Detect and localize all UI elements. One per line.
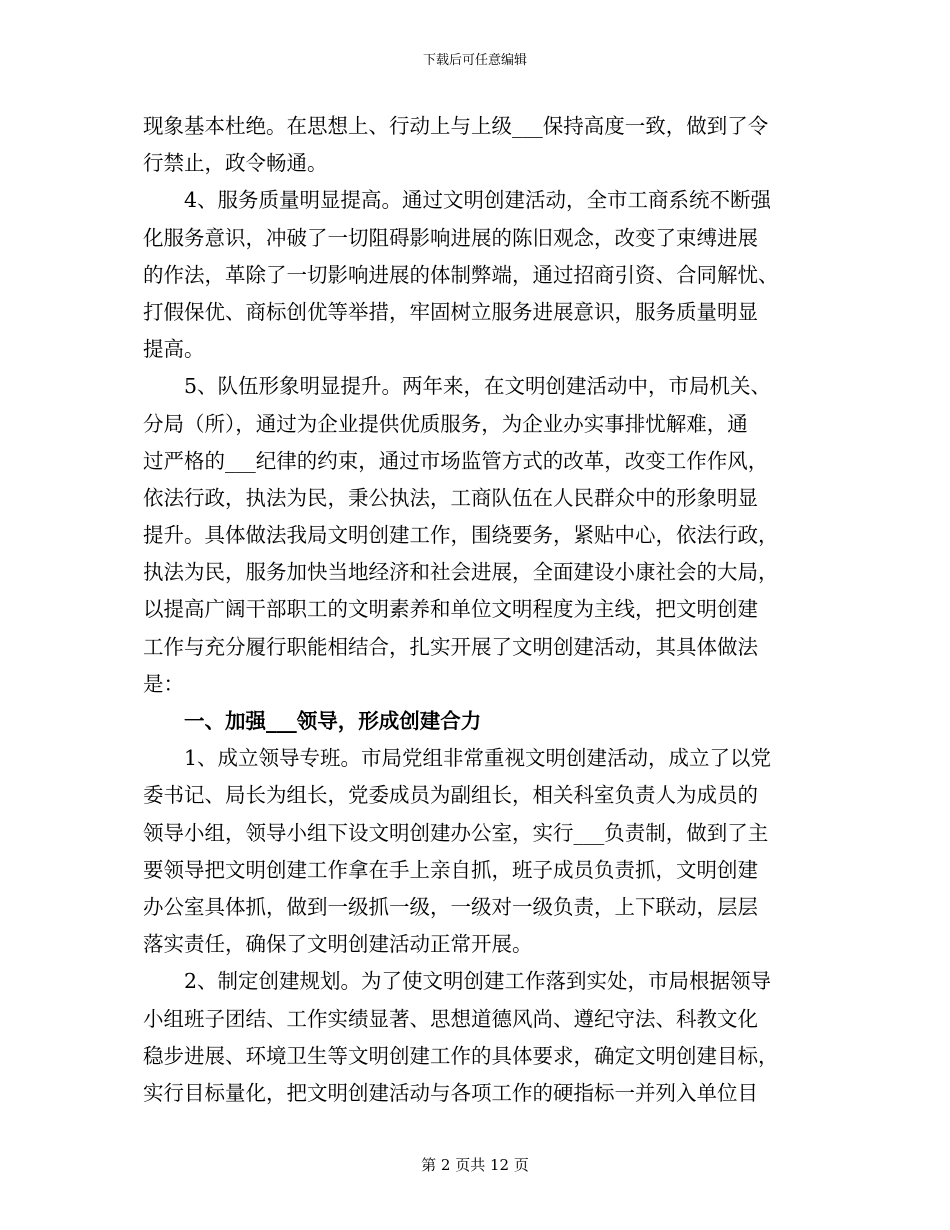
text-line: 实行目标量化，把文明创建活动与各项工作的硬指标一并列入单位目 (143, 1080, 758, 1105)
document-body (143, 108, 813, 1112)
paragraph-start-line: 2、制定创建规划。为了使文明创建工作落到实处，市局根据领导 (184, 969, 772, 994)
text-line: 委书记、局长为组长，党委成员为副组长，相关科室负责人为成员的 (143, 783, 758, 808)
text-line: 领导小组，领导小组下设文明创建办公室，实行___负责制，做到了主 (143, 820, 769, 845)
text-line: 的作法，革除了一切影响进展的体制弊端，通过招商引资、合同解忧、 (143, 262, 779, 287)
paragraph-start-line: 1、成立领导专班。市局党组非常重视文明创建活动，成立了以党 (184, 746, 772, 771)
text-line: 行禁止，政令畅通。 (143, 151, 328, 176)
page-number-footer: 第 2 页共 12 页 (421, 1156, 529, 1174)
section-heading: 一、加强___领导，形成创建合力 (184, 709, 482, 733)
text-line: 化服务意识，冲破了一切阻碍影响进展的陈旧观念，改变了束缚进展 (143, 225, 758, 250)
paragraph-start-line: 5、队伍形象明显提升。两年来，在文明创建活动中，市局机关、 (184, 374, 772, 399)
text-line: 以提高广阔干部职工的文明素养和单位文明程度为主线，把文明创建 (143, 597, 758, 622)
text-line: 执法为民，服务加快当地经济和社会进展，全面建设小康社会的大局， (143, 560, 779, 585)
page-header-note: 下载后可任意编辑 (422, 53, 527, 68)
paragraph-start-line: 4、服务质量明显提高。通过文明创建活动，全市工商系统不断强 (184, 188, 772, 213)
text-line: 现象基本杜绝。在思想上、行动上与上级___保持高度一致，做到了令 (143, 114, 769, 138)
text-line: 依法行政，执法为民，秉公执法，工商队伍在人民群众中的形象明显 (143, 485, 758, 510)
text-line: 过严格的___纪律的约束，通过市场监管方式的改革，改变工作作风， (143, 448, 769, 473)
text-line: 提高。 (143, 337, 205, 362)
text-line: 办公室具体抓，做到一级抓一级，一级对一级负责，上下联动，层层 (143, 894, 758, 919)
text-line: 提升。具体做法我局文明创建工作，围绕要务，紧贴中心，依法行政， (143, 523, 779, 548)
text-line: 落实责任，确保了文明创建活动正常开展。 (143, 932, 533, 957)
text-line: 是： (143, 671, 184, 696)
text-line: 小组班子团结、工作实绩显著、思想道德风尚、遵纪守法、科教文化 (143, 1006, 758, 1031)
text-line: 工作与充分履行职能相结合，扎实开展了文明创建活动，其具体做法 (143, 634, 758, 659)
text-line: 稳步进展、环境卫生等文明创建工作的具体要求，确定文明创建目标， (143, 1043, 779, 1068)
text-line: 分局（所），通过为企业提供优质服务，为企业办实事排忧解难，通 (143, 411, 748, 436)
text-line: 打假保优、商标创优等举措，牢固树立服务进展意识，服务质量明显 (143, 299, 758, 324)
text-line: 要领导把文明创建工作拿在手上亲自抓，班子成员负责抓，文明创建 (143, 857, 758, 882)
